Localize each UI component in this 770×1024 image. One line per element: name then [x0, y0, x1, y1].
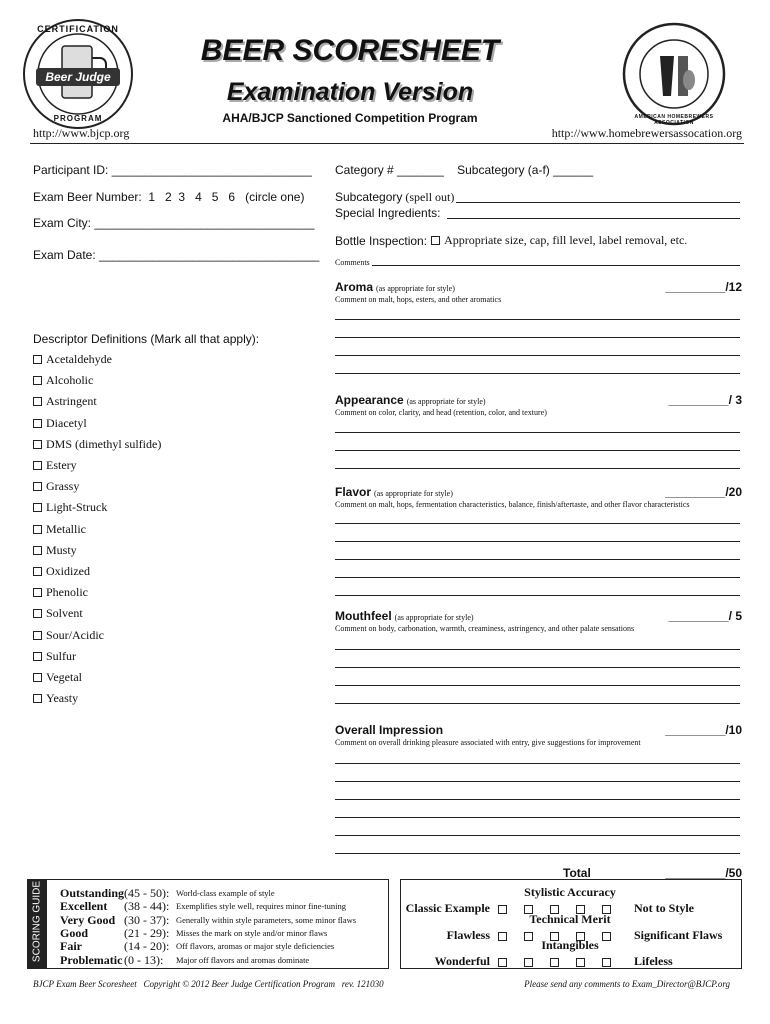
descriptor-checkbox[interactable]: [33, 631, 42, 640]
descriptor-label: Sulfur: [46, 648, 76, 663]
scoring-guide-range: (21 - 29):: [124, 925, 170, 940]
flavor-comment-line[interactable]: [335, 595, 740, 596]
rating-checkbox[interactable]: [550, 958, 559, 967]
appearance-score[interactable]: _________/ 3: [668, 393, 742, 407]
intangibles-title: Intangibles: [541, 938, 599, 952]
bjcp-logo-bottom-text: PROGRAM: [53, 114, 103, 123]
subcategory-label: Subcategory (a-f): [457, 163, 550, 177]
mouthfeel-comment-line[interactable]: [335, 649, 740, 650]
descriptor-checkbox[interactable]: [33, 397, 42, 406]
participant-id-field[interactable]: Participant ID: ______________________________: [33, 163, 312, 177]
special-ingredients-label: Special Ingredients:: [335, 206, 441, 220]
scoring-guide-label: Good: [60, 925, 89, 940]
descriptor-label: Vegetal: [46, 670, 82, 684]
rating-checkbox-group: [498, 928, 628, 943]
flavor-comment-line[interactable]: [335, 559, 740, 560]
scoring-guide-side-label: SCORING GUIDE: [31, 880, 43, 963]
appearance-instructions: Comment on color, clarity, and head (retention, color, and texture): [335, 408, 547, 417]
scoring-guide-label: Problematic: [60, 952, 123, 967]
bjcp-url[interactable]: http://www.bjcp.org: [33, 126, 130, 140]
subcategory-spell-line[interactable]: [456, 202, 740, 203]
scoring-guide-range: (45 - 50):: [124, 886, 170, 900]
descriptor-checkbox[interactable]: [33, 355, 42, 364]
descriptor-checkbox[interactable]: [33, 482, 42, 491]
aroma-comment-line[interactable]: [335, 319, 740, 320]
flavor-comment-line[interactable]: [335, 523, 740, 524]
overall-instructions: Comment on overall drinking pleasure associated with entry, give suggestions for improvement: [335, 738, 641, 747]
descriptor-label: Sour/Acidic: [46, 627, 104, 642]
rating-right-label: Not to Style: [634, 901, 694, 915]
scoring-guide-desc: Misses the mark on style and/or minor flaws: [176, 927, 328, 938]
descriptor-item[interactable]: [33, 373, 93, 388]
aroma-heading: [335, 280, 455, 294]
rating-checkbox-group: [498, 901, 628, 916]
descriptor-checkbox[interactable]: [33, 376, 42, 385]
overall-comment-line[interactable]: [335, 853, 740, 854]
scoring-guide-desc: Generally within style parameters, some minor flaws: [176, 914, 357, 925]
descriptor-checkbox[interactable]: [33, 546, 42, 555]
exam-city-field[interactable]: Exam City: _________________________________: [33, 216, 315, 230]
descriptor-label: Metallic: [46, 521, 86, 536]
descriptor-checkbox[interactable]: [33, 503, 42, 512]
overall-title: Overall Impression: [335, 723, 444, 737]
descriptor-heading: Descriptor Definitions (Mark all that apply):: [33, 332, 260, 346]
rating-left-label: Classic Example: [405, 901, 490, 915]
overall-score[interactable]: _________/10: [665, 723, 742, 737]
comments-label: Comments: [335, 258, 370, 267]
scoring-guide-range: (30 - 37):: [124, 912, 170, 927]
scoring-guide-desc: Major off flavors and aromas dominate: [176, 954, 310, 965]
special-ingredients-line[interactable]: [447, 218, 740, 219]
bottle-inspection-label: Bottle Inspection:: [335, 233, 428, 248]
overall-comment-line[interactable]: [335, 799, 740, 800]
rating-checkbox[interactable]: [576, 905, 585, 914]
subcategory-spell-field[interactable]: [335, 190, 454, 205]
descriptor-label: Astringent: [46, 394, 97, 409]
aha-url[interactable]: http://www.homebrewersassocation.org: [551, 126, 742, 140]
mouthfeel-comment-line[interactable]: [335, 685, 740, 686]
overall-comment-line[interactable]: [335, 781, 740, 782]
comments-line[interactable]: [372, 265, 740, 266]
descriptor-label: Estery: [46, 458, 77, 472]
rating-checkbox[interactable]: [524, 932, 533, 941]
aroma-title: Aroma: [335, 280, 374, 294]
descriptor-checkbox[interactable]: [33, 440, 42, 449]
rating-row: [400, 928, 722, 943]
descriptor-item[interactable]: [33, 500, 107, 515]
scoring-guide-row: [60, 953, 309, 968]
descriptor-item[interactable]: [33, 606, 83, 621]
program-name: AHA/BJCP Sanctioned Competition Program: [222, 111, 478, 125]
descriptor-item[interactable]: [33, 585, 88, 600]
rating-row: [400, 901, 694, 916]
exam-date-field[interactable]: Exam Date: _________________________________: [33, 248, 320, 262]
subcategory-spell-hint: (spell out): [405, 190, 455, 204]
exam-beer-number-field[interactable]: Exam Beer Number: 1 2 3 4 5 6 (circle one): [33, 190, 305, 204]
descriptor-checkbox[interactable]: [33, 694, 42, 703]
descriptor-item[interactable]: [33, 649, 76, 664]
rating-checkbox[interactable]: [498, 958, 507, 967]
scoring-guide-range: (0 - 13):: [124, 952, 164, 967]
appearance-comment-line[interactable]: [335, 432, 740, 433]
overall-comment-line[interactable]: [335, 835, 740, 836]
descriptor-label: Oxidized: [46, 564, 90, 578]
mouthfeel-title: Mouthfeel: [335, 609, 392, 623]
footer-copyright: BJCP Exam Beer Scoresheet Copyright © 2012 Beer Judge Certification Program rev. 121030: [33, 979, 384, 989]
descriptor-checkbox[interactable]: [33, 673, 42, 682]
header-divider: [30, 143, 744, 144]
descriptor-label: Acetaldehyde: [46, 352, 112, 366]
rating-checkbox[interactable]: [576, 932, 585, 941]
bjcp-logo: [22, 18, 134, 130]
descriptor-label: Yeasty: [46, 691, 79, 706]
descriptor-item[interactable]: [33, 628, 104, 643]
scoring-guide-desc: World-class example of style: [176, 888, 275, 898]
scoring-guide-label: Excellent: [60, 899, 108, 914]
rating-checkbox[interactable]: [602, 958, 611, 967]
technical-merit-title: Technical Merit: [529, 912, 611, 926]
appearance-hint: (as appropriate for style): [406, 397, 486, 406]
rating-checkbox[interactable]: [498, 905, 507, 914]
scoring-guide-range: (38 - 44):: [124, 899, 170, 914]
rating-left-label: Flawless: [446, 928, 490, 942]
category-field[interactable]: Category # _______ Subcategory (a-f) ______: [335, 163, 594, 177]
appearance-comment-line[interactable]: [335, 468, 740, 469]
descriptor-label: Musty: [46, 542, 77, 557]
scoring-guide-desc: Off flavors, aromas or major style deficiencies: [176, 941, 335, 952]
descriptor-label: Alcoholic: [46, 373, 94, 388]
rating-checkbox[interactable]: [602, 932, 611, 941]
descriptor-item[interactable]: [33, 670, 82, 685]
mouthfeel-heading: [335, 609, 474, 623]
descriptor-checkbox[interactable]: [33, 652, 42, 661]
rating-right-label: Significant Flaws: [634, 928, 723, 942]
category-label: Category #: [335, 163, 394, 177]
aha-logo: [622, 22, 726, 126]
rating-checkbox-group: [498, 954, 628, 969]
descriptor-label: Solvent: [46, 606, 83, 621]
aroma-comment-line[interactable]: [335, 337, 740, 338]
bottle-inspection-text: Appropriate size, cap, fill level, label removal, etc.: [444, 233, 688, 247]
descriptor-item[interactable]: [33, 394, 97, 409]
scoring-guide-label: Very Good: [60, 912, 116, 927]
descriptor-checkbox[interactable]: [33, 525, 42, 534]
aroma-hint: (as appropriate for style): [376, 284, 455, 293]
descriptor-item[interactable]: [33, 479, 79, 494]
descriptor-checkbox[interactable]: [33, 419, 42, 428]
rating-checkbox[interactable]: [550, 932, 559, 941]
scoring-guide-desc: Exemplifies style well, requires minor fine-tuning: [176, 901, 346, 912]
overall-comment-line[interactable]: [335, 763, 740, 764]
total-label: Total: [563, 866, 591, 880]
stylistic-accuracy-title: Stylistic Accuracy: [524, 885, 616, 899]
rating-left-label: Wonderful: [434, 954, 490, 968]
appearance-heading: [335, 393, 486, 407]
rating-checkbox[interactable]: [498, 932, 507, 941]
flavor-instructions: Comment on malt, hops, fermentation characteristics, balance, finish/aftertaste, and other flavor characteristics: [335, 500, 690, 509]
rating-checkbox[interactable]: [524, 905, 533, 914]
descriptor-item[interactable]: [33, 691, 78, 706]
rating-checkbox[interactable]: [550, 905, 559, 914]
rating-row: [400, 954, 673, 969]
rating-checkbox[interactable]: [524, 958, 533, 967]
subcategory-spell-label: Subcategory: [335, 190, 403, 204]
aroma-comment-line[interactable]: [335, 373, 740, 374]
descriptor-label: Diacetyl: [46, 415, 87, 430]
aroma-score[interactable]: _________/12: [665, 280, 742, 294]
aroma-comment-line[interactable]: [335, 355, 740, 356]
descriptor-label: Light-Struck: [46, 500, 108, 515]
footer-contact: Please send any comments to Exam_Director@BJCP.org: [524, 979, 730, 989]
descriptor-checkbox[interactable]: [33, 609, 42, 618]
descriptor-item[interactable]: [33, 458, 77, 473]
scoring-guide-label: Outstanding: [60, 886, 125, 900]
flavor-score[interactable]: _________/20: [665, 485, 742, 499]
aha-logo-text: AMERICAN HOMEBREWERS ASSOCIATION: [634, 114, 714, 126]
flavor-hint: (as appropriate for style): [374, 489, 453, 498]
descriptor-item[interactable]: [33, 543, 77, 558]
page-title: BEER SCORESHEET: [200, 34, 500, 67]
descriptor-item[interactable]: [33, 416, 87, 431]
appearance-comment-line[interactable]: [335, 450, 740, 451]
mouthfeel-comment-line[interactable]: [335, 667, 740, 668]
bottle-inspection-row[interactable]: [335, 233, 687, 248]
rating-checkbox[interactable]: [602, 905, 611, 914]
descriptor-checkbox[interactable]: [33, 588, 42, 597]
overall-comment-line[interactable]: [335, 817, 740, 818]
mouthfeel-comment-line[interactable]: [335, 703, 740, 704]
mouthfeel-score[interactable]: _________/ 5: [668, 609, 742, 623]
descriptor-label: DMS (dimethyl sulfide): [46, 436, 162, 451]
scoring-guide-label: Fair: [60, 939, 82, 954]
flavor-heading: [335, 485, 453, 499]
descriptor-item[interactable]: [33, 437, 161, 452]
descriptor-item[interactable]: [33, 522, 86, 537]
total-score[interactable]: _________/50: [665, 866, 742, 880]
descriptor-label: Phenolic: [46, 585, 88, 600]
flavor-title: Flavor: [335, 485, 372, 499]
scoring-guide-range: (14 - 20):: [124, 939, 170, 954]
rating-checkbox[interactable]: [576, 958, 585, 967]
appearance-title: Appearance: [335, 393, 404, 407]
flavor-comment-line[interactable]: [335, 541, 740, 542]
overall-heading: [335, 723, 446, 737]
page-subtitle: Examination Version: [226, 78, 474, 106]
bottle-inspection-checkbox[interactable]: [431, 236, 440, 245]
mouthfeel-instructions: Comment on body, carbonation, warmth, creaminess, astringency, and other palate sensations: [335, 624, 635, 633]
rating-right-label: Lifeless: [634, 954, 673, 968]
bjcp-logo-top-text: CERTIFICATION: [37, 24, 119, 34]
descriptor-checkbox[interactable]: [33, 461, 42, 470]
descriptor-item[interactable]: [33, 564, 90, 579]
aroma-instructions: Comment on malt, hops, esters, and other aromatics: [335, 295, 502, 304]
descriptor-item[interactable]: [33, 352, 112, 367]
descriptor-label: Grassy: [46, 479, 80, 494]
mouthfeel-hint: (as appropriate for style): [394, 613, 474, 622]
bjcp-logo-middle-text: Beer Judge: [45, 70, 111, 84]
descriptor-checkbox[interactable]: [33, 567, 42, 576]
flavor-comment-line[interactable]: [335, 577, 740, 578]
